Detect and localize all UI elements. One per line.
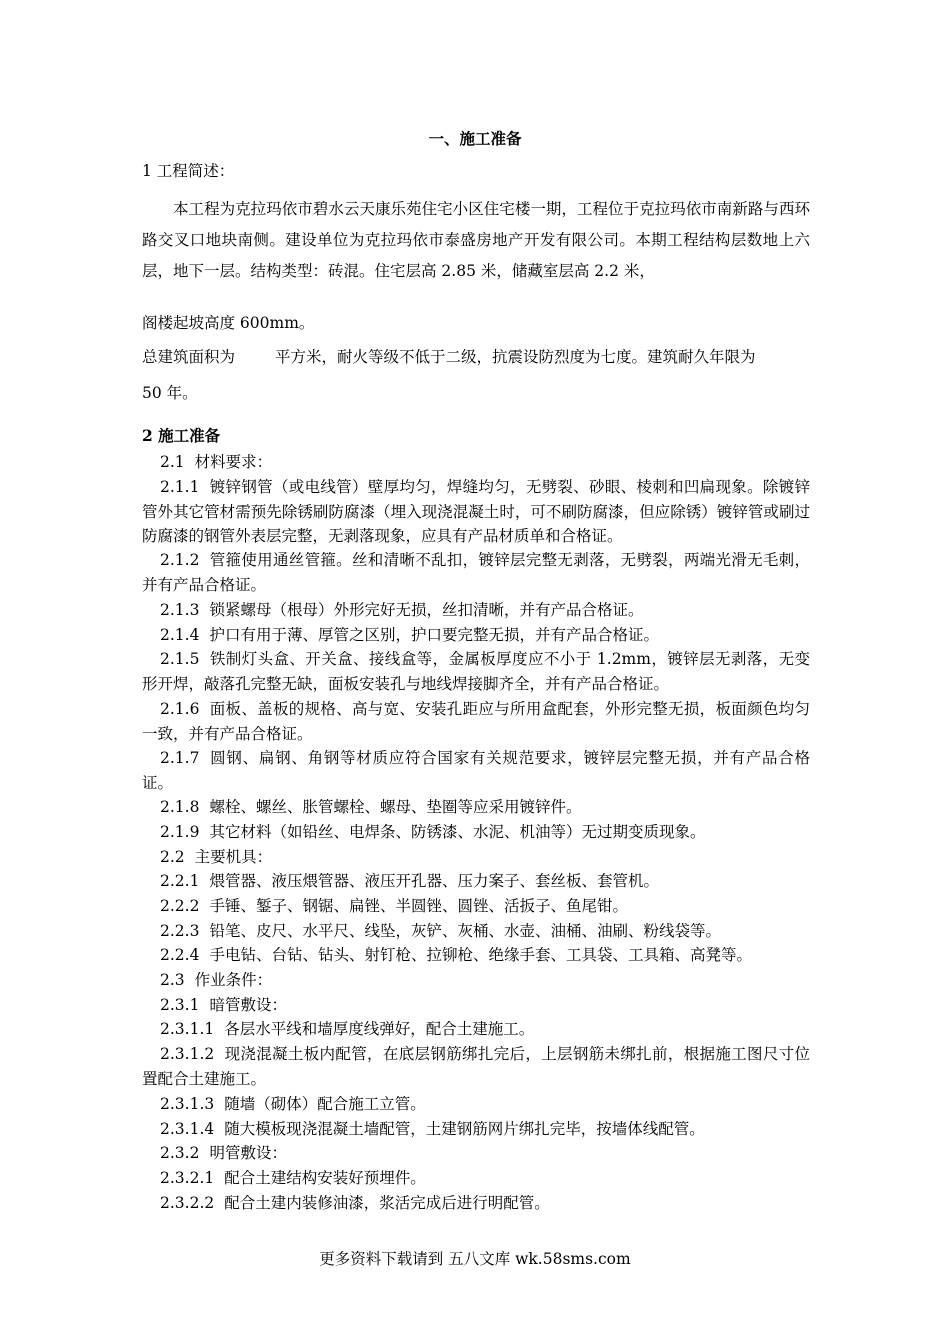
- list-item: [142, 993, 810, 1018]
- item-number: 2.1.1: [160, 478, 200, 496]
- item-text: 管箍使用通丝管箍。丝和清晰不乱扣，镀锌层完整无剥落，无劈裂，两端光滑无毛刺，并有产品合格证。: [142, 551, 810, 594]
- item-text: 配合土建内装修油漆，浆活完成后进行明配管。: [224, 1194, 550, 1212]
- item-text: 暗管敷设：: [209, 996, 287, 1014]
- item-number: 2.3.1.1: [160, 1020, 215, 1038]
- item-number: 2.3.1.3: [160, 1095, 215, 1113]
- list-item: [142, 1166, 810, 1191]
- list-item: [142, 1141, 810, 1166]
- section-1-heading: 1 工程简述：: [142, 162, 235, 180]
- list-item: [142, 919, 810, 944]
- item-text: 护口有用于薄、厚管之区别，护口要完整无损，并有产品合格证。: [209, 626, 659, 644]
- item-number: 2.3.1: [160, 996, 200, 1014]
- item-number: 2.2.2: [160, 897, 200, 915]
- item-number: 2.1.8: [160, 798, 200, 816]
- area-label: 总建筑面积为: [142, 348, 236, 366]
- item-text: 螺栓、螺丝、胀管螺栓、螺母、垫圈等应采用镀锌件。: [209, 798, 582, 816]
- item-number: 2.1: [160, 453, 185, 471]
- item-number: 2.1.5: [160, 650, 200, 668]
- item-number: 2.2.4: [160, 946, 200, 964]
- item-text: 材料要求：: [194, 453, 273, 471]
- list-item: [142, 450, 810, 475]
- project-description: 本工程为克拉玛依市碧水云天康乐苑住宅小区住宅楼一期，工程位于克拉玛依市南新路与西环路交叉口地块南侧。建设单位为克拉玛依市泰盛房地产开发有限公司。本期工程结构层数地上六层，地下一层。结构类型：砖混。住宅层高 2.85 米，储藏室层高 2.2 米，: [142, 200, 810, 280]
- project-durability-years: 50 年。: [142, 384, 198, 402]
- item-number: 2.2.1: [160, 872, 200, 890]
- item-text: 锁紧螺母（根母）外形完好无损，丝扣清晰，并有产品合格证。: [209, 601, 644, 619]
- item-text: 明管敷设：: [209, 1144, 287, 1162]
- item-number: 2.2.3: [160, 922, 200, 940]
- list-item: [142, 475, 810, 549]
- list-item: [142, 623, 810, 648]
- item-number: 2.1.4: [160, 626, 200, 644]
- list-item: [142, 697, 810, 746]
- list-item: [142, 820, 810, 845]
- item-text: 配合土建结构安装好预埋件。: [224, 1169, 426, 1187]
- item-text: 煨管器、液压煨管器、液压开孔器、压力案子、套丝板、套管机。: [209, 872, 659, 890]
- item-number: 2.3: [160, 971, 185, 989]
- list-item: [142, 746, 810, 795]
- list-item: [142, 1117, 810, 1142]
- footer-download-note: 更多资料下载请到 五八文库 wk.58sms.com: [319, 1250, 631, 1268]
- item-number: 2.1.2: [160, 551, 200, 569]
- area-details: 平方米，耐火等级不低于二级，抗震设防烈度为七度。建筑耐久年限为: [275, 348, 756, 366]
- list-item: [142, 943, 810, 968]
- list-item: [142, 548, 810, 597]
- item-number: 2.3.1.2: [160, 1045, 215, 1063]
- item-text: 铅笔、皮尺、水平尺、线坠，灰铲、灰桶、水壶、油桶、油刷、粉线袋等。: [209, 922, 721, 940]
- list-item: [142, 1042, 810, 1091]
- list-item: [142, 845, 810, 870]
- item-number: 2.2: [160, 848, 185, 866]
- item-text: 主要机具：: [194, 848, 273, 866]
- item-number: 2.3.1.4: [160, 1120, 215, 1138]
- item-number: 2.1.7: [160, 749, 200, 767]
- list-item: [142, 795, 810, 820]
- item-text: 其它材料（如铅丝、电焊条、防锈漆、水泥、机油等）无过期变质现象。: [209, 823, 706, 841]
- item-text: 随大模板现浇混凝土墙配管，土建钢筋网片绑扎完毕，按墙体线配管。: [224, 1120, 705, 1138]
- item-text: 现浇混凝土板内配管，在底层钢筋绑扎完后，上层钢筋未绑扎前，根据施工图尺寸位置配合土建施工。: [142, 1045, 810, 1088]
- item-number: 2.3.2: [160, 1144, 200, 1162]
- list-item: [142, 894, 810, 919]
- list-item: [142, 968, 810, 993]
- item-text: 作业条件：: [194, 971, 273, 989]
- item-number: 2.1.6: [160, 700, 200, 718]
- item-number: 2.1.9: [160, 823, 200, 841]
- item-text: 随墙（砌体）配合施工立管。: [224, 1095, 426, 1113]
- item-text: 手电钻、台钻、钻头、射钉枪、拉铆枪、绝缘手套、工具袋、工具箱、高凳等。: [209, 946, 752, 964]
- list-item: [142, 598, 810, 623]
- item-text: 面板、盖板的规格、高与宽、安装孔距应与所用盒配套，外形完整无损，板面颜色均匀一致，并有产品合格证。: [142, 700, 810, 743]
- item-number: 2.1.3: [160, 601, 200, 619]
- item-text: 圆钢、扁钢、角钢等材质应符合国家有关规范要求，镀锌层完整无损，并有产品合格证。: [142, 749, 810, 792]
- item-number: 2.3.2.2: [160, 1194, 215, 1212]
- page-title: 一、施工准备: [428, 129, 522, 148]
- list-item: [142, 1092, 810, 1117]
- list-item: [142, 1017, 810, 1042]
- item-text: 镀锌钢管（或电线管）壁厚均匀，焊缝均匀，无劈裂、砂眼、棱刺和凹扁现象。除镀锌管外其它管材需预先除锈刷防腐漆（埋入现浇混凝土时，可不刷防腐漆，但应除锈）镀锌管或刷过防腐漆的钢管外表层完整，无剥落现象，应具有产品材质单和合格证。: [142, 478, 810, 546]
- project-description-slope: 阁楼起坡高度 600mm。: [142, 314, 315, 332]
- item-number: 2.3.2.1: [160, 1169, 215, 1187]
- item-text: 手锤、錾子、钢锯、扁锉、半圆锉、圆锉、活扳子、鱼尾钳。: [209, 897, 628, 915]
- list-item: [142, 869, 810, 894]
- list-item: [142, 647, 810, 696]
- item-text: 各层水平线和墙厚度线弹好，配合土建施工。: [224, 1020, 535, 1038]
- section-2-heading: 2 施工准备: [142, 426, 221, 445]
- project-area-line: [142, 347, 756, 367]
- list-item: [142, 1191, 810, 1216]
- item-text: 铁制灯头盒、开关盒、接线盒等，金属板厚度应不小于 1.2mm，镀锌层无剥落，无变形开焊，敲落孔完整无缺，面板安装孔与地线焊接脚齐全，并有产品合格证。: [142, 650, 810, 693]
